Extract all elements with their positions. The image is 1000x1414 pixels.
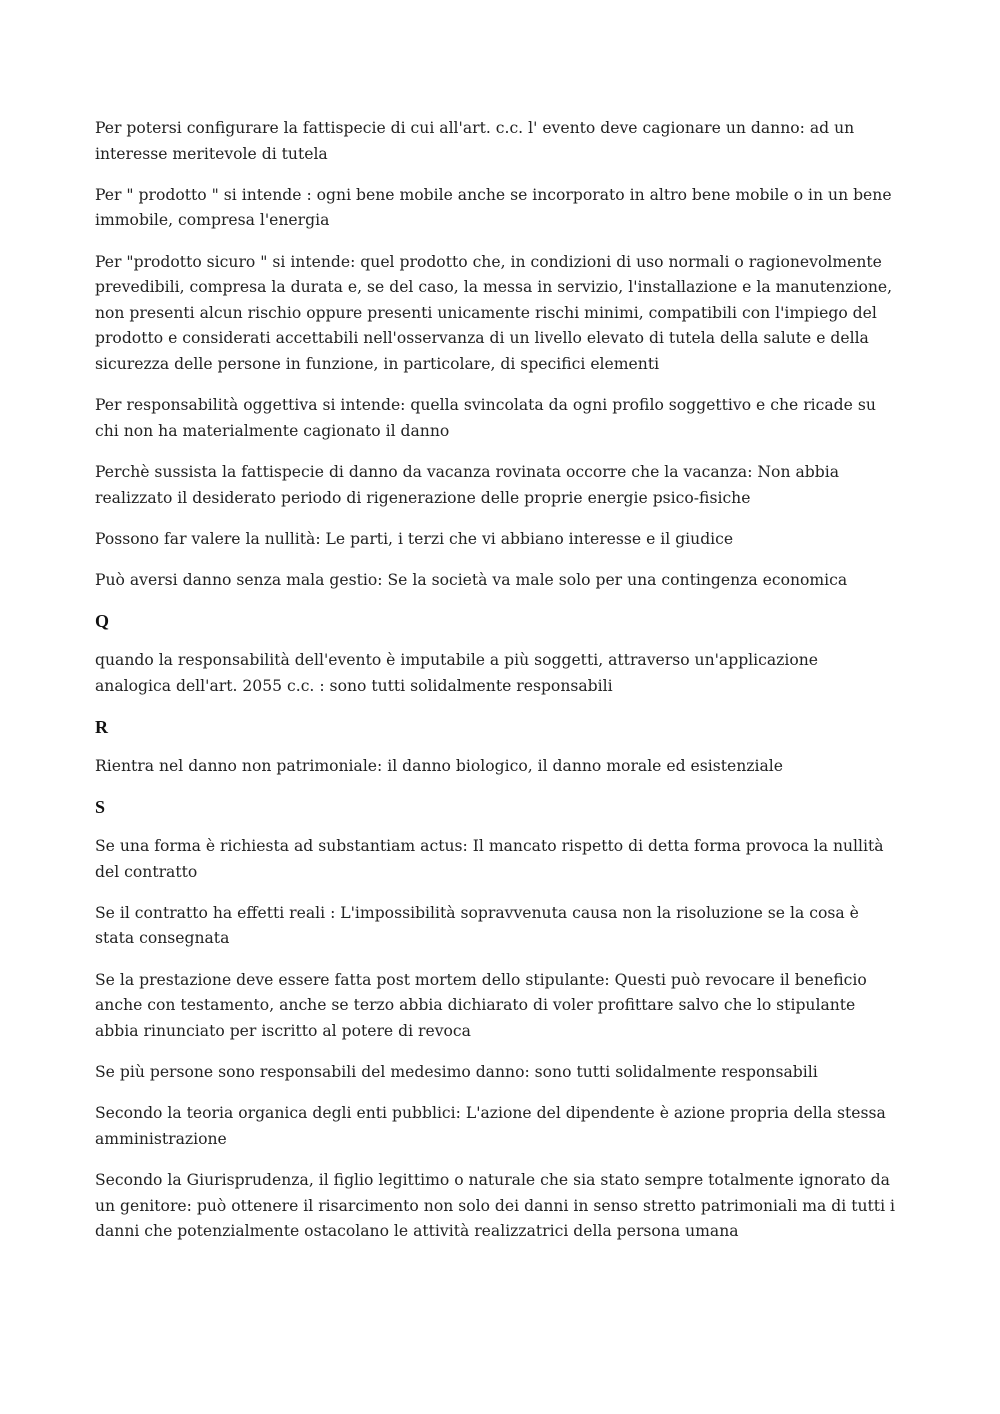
entry-paragraph: Può aversi danno senza mala gestio: Se la società va male solo per una contingenza economica: [95, 570, 848, 589]
entry-paragraph: Per potersi configurare la fattispecie di cui all'art. c.c. l' evento deve cagionare un danno: ad un interesse meritevole di tutela: [95, 119, 855, 163]
section-letter-heading: R: [95, 716, 108, 737]
entry-paragraph: Rientra nel danno non patrimoniale: il danno biologico, il danno morale ed esistenziale: [95, 756, 784, 775]
entry-paragraph: Secondo la teoria organica degli enti pubblici: L'azione del dipendente è azione propria della stessa amministrazione: [95, 1104, 886, 1148]
section-letter-heading: S: [95, 797, 106, 818]
section-letter-heading: Q: [95, 611, 110, 632]
entry-paragraph: Se la prestazione deve essere fatta post mortem dello stipulante: Questi può revocare il beneficio anche con testamento, anche se terzo abbia dichiarato di voler profittare salvo che lo stipulante abbia rinunciato per iscritto al potere di revoca: [95, 970, 867, 1040]
entry-paragraph: Se il contratto ha effetti reali : L'impossibilità sopravvenuta causa non la risoluzione se la cosa è stata consegnata: [95, 903, 859, 948]
entry-paragraph: Secondo la Giurisprudenza, il figlio legittimo o naturale che sia stato sempre totalmente ignorato da un genitore: può ottenere il risarcimento non solo dei danni in senso stretto patrimoniali ma di tutti i danni che potenzialmente ostacolano le attività realizzatrici della persona umana: [95, 1170, 895, 1241]
entry-paragraph: Perchè sussista la fattispecie di danno da vacanza rovinata occorre che la vacanza: Non abbia realizzato il desiderato periodo di rigenerazione delle proprie energie psico-fisiche: [95, 462, 839, 507]
document-page: [95, 116, 895, 1260]
entry-paragraph: Per "prodotto sicuro " si intende: quel prodotto che, in condizioni di uso normali o ragionevolmente prevedibili, compresa la durata e, se del caso, la messa in servizio, l'installazione e la manutenzione, non presenti alcun rischio oppure presenti unicamente rischi minimi, compatibili con l'impiego del prodotto e considerati accettabili nell'osservanza di un livello elevato di tutela della salute e della sicurezza delle persone in funzione, in particolare, di specifici elementi: [95, 252, 893, 373]
entry-paragraph: Per responsabilità oggettiva si intende: quella svincolata da ogni profilo soggettivo e che ricade su chi non ha materialmente cagionato il danno: [95, 396, 876, 440]
entry-paragraph: Per " prodotto " si intende : ogni bene mobile anche se incorporato in altro bene mobile o in un bene immobile, compresa l'energia: [95, 185, 892, 230]
entry-paragraph: Possono far valere la nullità: Le parti, i terzi che vi abbiano interesse e il giudice: [95, 529, 734, 548]
entry-paragraph: Se più persone sono responsabili del medesimo danno: sono tutti solidalmente responsabili: [95, 1062, 818, 1081]
entry-paragraph: Se una forma è richiesta ad substantiam actus: Il mancato rispetto di detta forma provoca la nullità del contratto: [95, 837, 884, 881]
entry-paragraph: quando la responsabilità dell'evento è imputabile a più soggetti, attraverso un'applicazione analogica dell'art. 2055 c.c. : sono tutti solidalmente responsabili: [95, 651, 819, 695]
